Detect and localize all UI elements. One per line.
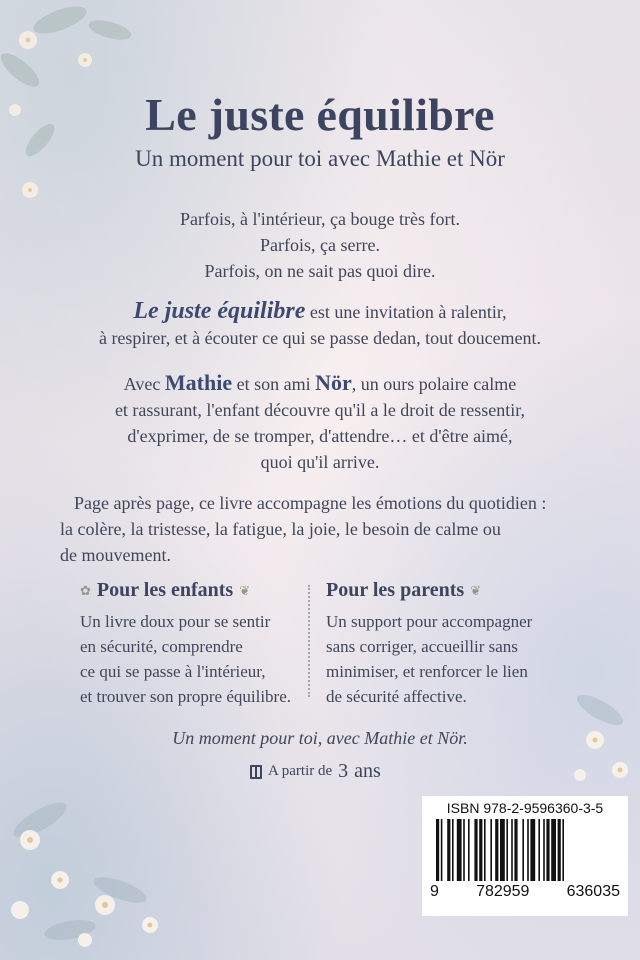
character-name-nor: Nör [315, 370, 352, 395]
intro-line: Parfois, on ne sait pas quoi dire. [204, 261, 436, 281]
paragraph-text: , un ours polaire calme [351, 374, 517, 394]
book-icon [250, 765, 262, 779]
parents-heading: Pour les parents [326, 579, 465, 601]
characters-paragraph [0, 370, 640, 475]
barcode-bar [436, 819, 439, 881]
age-number: 3 [338, 760, 349, 782]
barcode-digit-group: 636035 [566, 883, 620, 900]
barcode-bar [463, 819, 465, 881]
sprig-icon: ✿ [80, 583, 91, 598]
paragraph-line [0, 298, 640, 325]
barcode-bar [530, 819, 535, 881]
age-unit: ans [354, 760, 381, 782]
sprig-icon: ❦ [470, 583, 482, 598]
barcode-bar [562, 819, 564, 881]
parents-line: sans corriger, accueillir sans [326, 637, 518, 656]
book-title: Le juste équilibre [145, 89, 495, 140]
intro-text [0, 206, 640, 284]
paragraph-line: et rassurant, l'enfant découvre qu'il a le droit de ressentir, [114, 400, 526, 420]
barcode-bar [538, 819, 540, 881]
barcode-bar [514, 819, 517, 881]
barcode-bar [447, 819, 450, 881]
floral-decoration-bottom-left [0, 740, 240, 960]
paragraph-line: de mouvement. [60, 545, 171, 565]
parents-line: de sécurité affective. [326, 687, 467, 706]
kids-heading-row [80, 578, 305, 603]
kids-line: en sécurité, comprendre [80, 637, 243, 656]
barcode-bar [522, 819, 524, 881]
paragraph-line: Page après page, ce livre accompagne les émotions du quotidien : [74, 493, 547, 513]
barcode-bar [558, 819, 561, 881]
book-title-inline: Le juste équilibre [133, 298, 306, 324]
barcode-bar [546, 819, 549, 881]
age-recommendation [250, 760, 381, 783]
age-prefix: A partir de [268, 763, 333, 779]
kids-line: Un livre doux pour se sentir [80, 612, 271, 631]
column-divider [308, 585, 310, 697]
intro-line: Parfois, ça serre. [260, 235, 380, 255]
barcode-bar [543, 819, 545, 881]
isbn-text: ISBN 978-2-9596360-3-5 [446, 800, 604, 816]
paragraph-line: la colère, la tristesse, la fatigue, la joie, le besoin de calme ou [60, 519, 501, 539]
parents-line: Un support pour accompagner [326, 612, 533, 631]
invitation-paragraph [0, 298, 640, 351]
barcode-bar [468, 819, 470, 881]
barcode-bar [479, 819, 482, 881]
paragraph-text: et son ami [232, 374, 316, 394]
tagline: Un moment pour toi, avec Mathie et Nör. [172, 728, 468, 748]
barcode-bar [441, 819, 443, 881]
barcode-bar [484, 819, 486, 881]
kids-heading: Pour les enfants [96, 579, 234, 601]
paragraph-line: d'exprimer, de se tromper, d'attendre… et d'être aimé, [127, 426, 513, 446]
paragraph-text: est une invitation à ralentir, [305, 302, 507, 322]
parents-column [326, 578, 566, 709]
book-subtitle: Un moment pour toi avec Mathie et Nör [135, 146, 505, 171]
barcode-bar [506, 819, 508, 881]
kids-line: ce qui se passe à l'intérieur, [80, 662, 266, 681]
barcode-box [422, 796, 628, 916]
character-name-mathie: Mathie [164, 370, 233, 395]
barcode-bar [551, 819, 556, 881]
barcode-digits [430, 883, 620, 901]
barcode-bar [500, 819, 505, 881]
emotions-paragraph [60, 490, 600, 568]
barcode-bar [452, 819, 454, 881]
kids-column [80, 578, 305, 709]
paragraph-line [0, 370, 640, 397]
barcode-bar [527, 819, 529, 881]
sprig-icon: ❦ [239, 583, 251, 598]
barcode-bar [457, 819, 462, 881]
barcode [432, 819, 618, 881]
parents-line: minimiser, et renforcer le lien [326, 662, 528, 681]
paragraph-line: à respirer, et à écouter ce qui se passe dedan, tout doucement. [98, 328, 542, 348]
paragraph-line: quoi qu'il arrive. [260, 452, 380, 472]
kids-line: et trouver son propre équilibre. [80, 687, 292, 706]
barcode-bar [490, 819, 492, 881]
intro-line: Parfois, à l'intérieur, ça bouge très fort. [180, 209, 460, 229]
barcode-digit-first: 9 [430, 883, 439, 900]
barcode-bar [511, 819, 513, 881]
parents-heading-row [326, 578, 566, 603]
barcode-digit-group: 782959 [476, 883, 530, 900]
barcode-bar [495, 819, 498, 881]
paragraph-text: Avec [123, 374, 165, 394]
barcode-bar [474, 819, 477, 881]
